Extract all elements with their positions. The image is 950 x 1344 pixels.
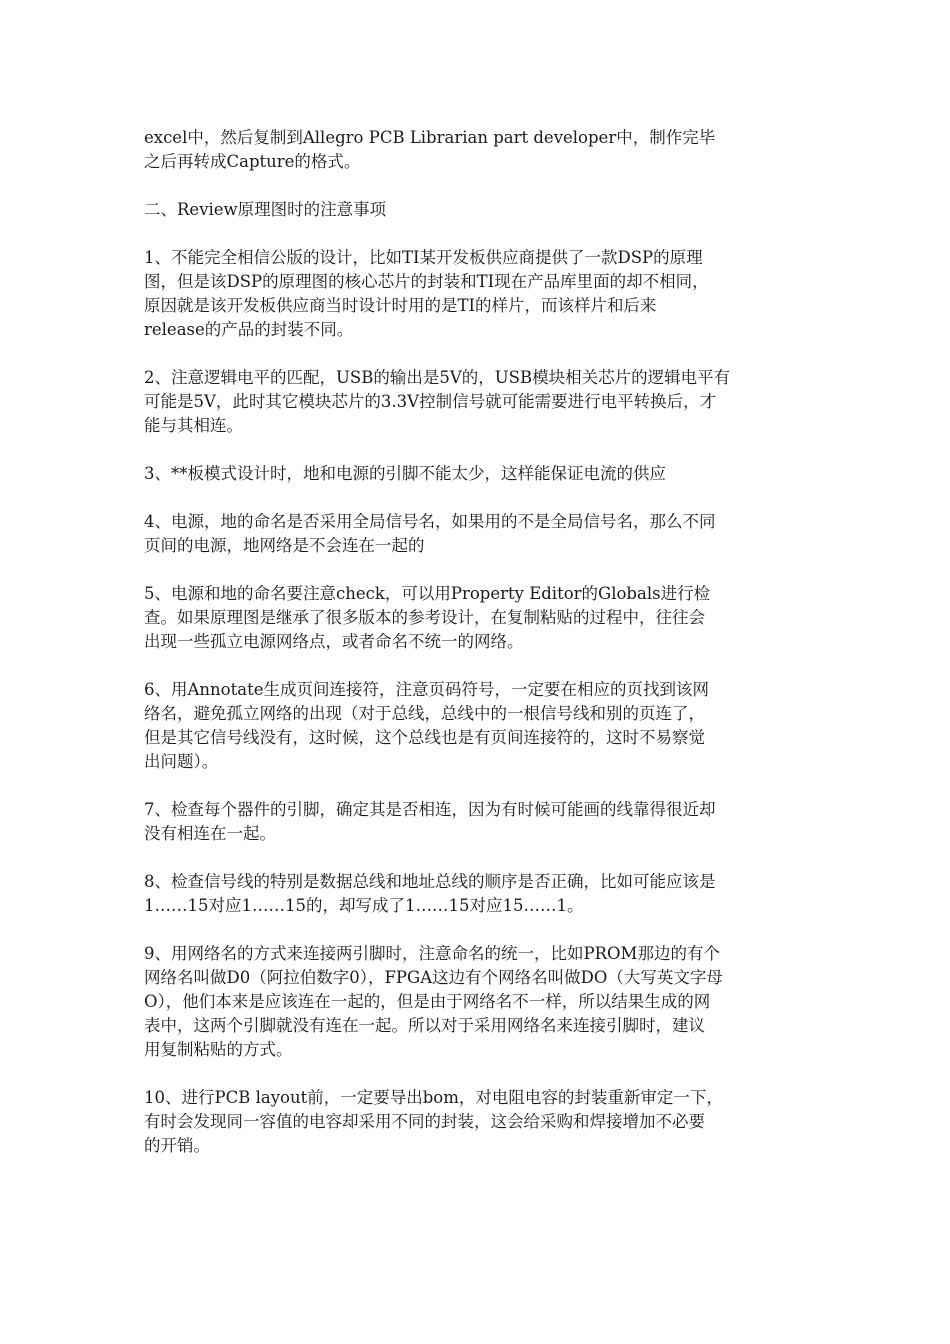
- paragraph-item-8: 8、检查信号线的特别是数据总线和地址总线的顺序是否正确，比如可能应该是 1……15对应1……15的，却写成了1……15对应15……1。: [144, 872, 716, 915]
- paragraph-item-7: 7、检查每个器件的引脚，确定其是否相连，因为有时候可能画的线靠得很近却 没有相连在一起。: [144, 800, 716, 843]
- section-heading: 二、Review原理图时的注意事项: [144, 200, 387, 219]
- paragraph-item-3: 3、**板模式设计时，地和电源的引脚不能太少，这样能保证电流的供应: [144, 464, 666, 483]
- paragraph-item-6: 6、用Annotate生成页间连接符，注意页码符号，一定要在相应的页找到该网 络名，避免孤立网络的出现（对于总线，总线中的一根信号线和别的页连了， 但是其它信号线没有，这时候，这个总线也是有页间连接符的，这时不易察觉 出问题）。: [144, 680, 709, 771]
- paragraph-item-5: 5、电源和地的命名要注意check，可以用Property Editor的Globals进行检 查。如果原理图是继承了很多版本的参考设计，在复制粘贴的过程中，往往会 出现一些孤立电源网络点，或者命名不统一的网络。: [144, 584, 711, 651]
- paragraph-item-1: 1、不能完全相信公版的设计，比如TI某开发板供应商提供了一款DSP的原理 图，但是该DSP的原理图的核心芯片的封装和TI现在产品库里面的却不相同， 原因就是该开发板供应商当时设计时用的是TI的样片，而该样片和后来 release的产品的封装不同。: [144, 248, 709, 339]
- paragraph-intro: excel中，然后复制到Allegro PCB Librarian part developer中，制作完毕 之后再转成Capture的格式。: [144, 128, 716, 171]
- paragraph-item-10: 10、进行PCB layout前，一定要导出bom，对电阻电容的封装重新审定一下， 有时会发现同一容值的电容却采用不同的封装，这会给采购和焊接增加不必要 的开销。: [144, 1088, 723, 1155]
- paragraph-item-4: 4、电源，地的命名是否采用全局信号名，如果用的不是全局信号名，那么不同 页间的电源，地网络是不会连在一起的: [144, 512, 716, 555]
- paragraph-item-2: 2、注意逻辑电平的匹配，USB的输出是5V的，USB模块相关芯片的逻辑电平有 可能是5V，此时其它模块芯片的3.3V控制信号就可能需要进行电平转换后，才 能与其相连。: [144, 368, 731, 435]
- document-body: [144, 126, 812, 1182]
- paragraph-item-9: 9、用网络名的方式来连接两引脚时，注意命名的统一，比如PROM那边的有个 网络名叫做D0（阿拉伯数字0），FPGA这边有个网络名叫做DO（大写英文字母 O），他们本来是应该连在一起的，但是由于网络名不一样，所以结果生成的网 表中，这两个引脚就没有连在一起。所以对于采用网络名来连接引脚时，建议 用复制粘贴的方式。: [144, 944, 723, 1059]
